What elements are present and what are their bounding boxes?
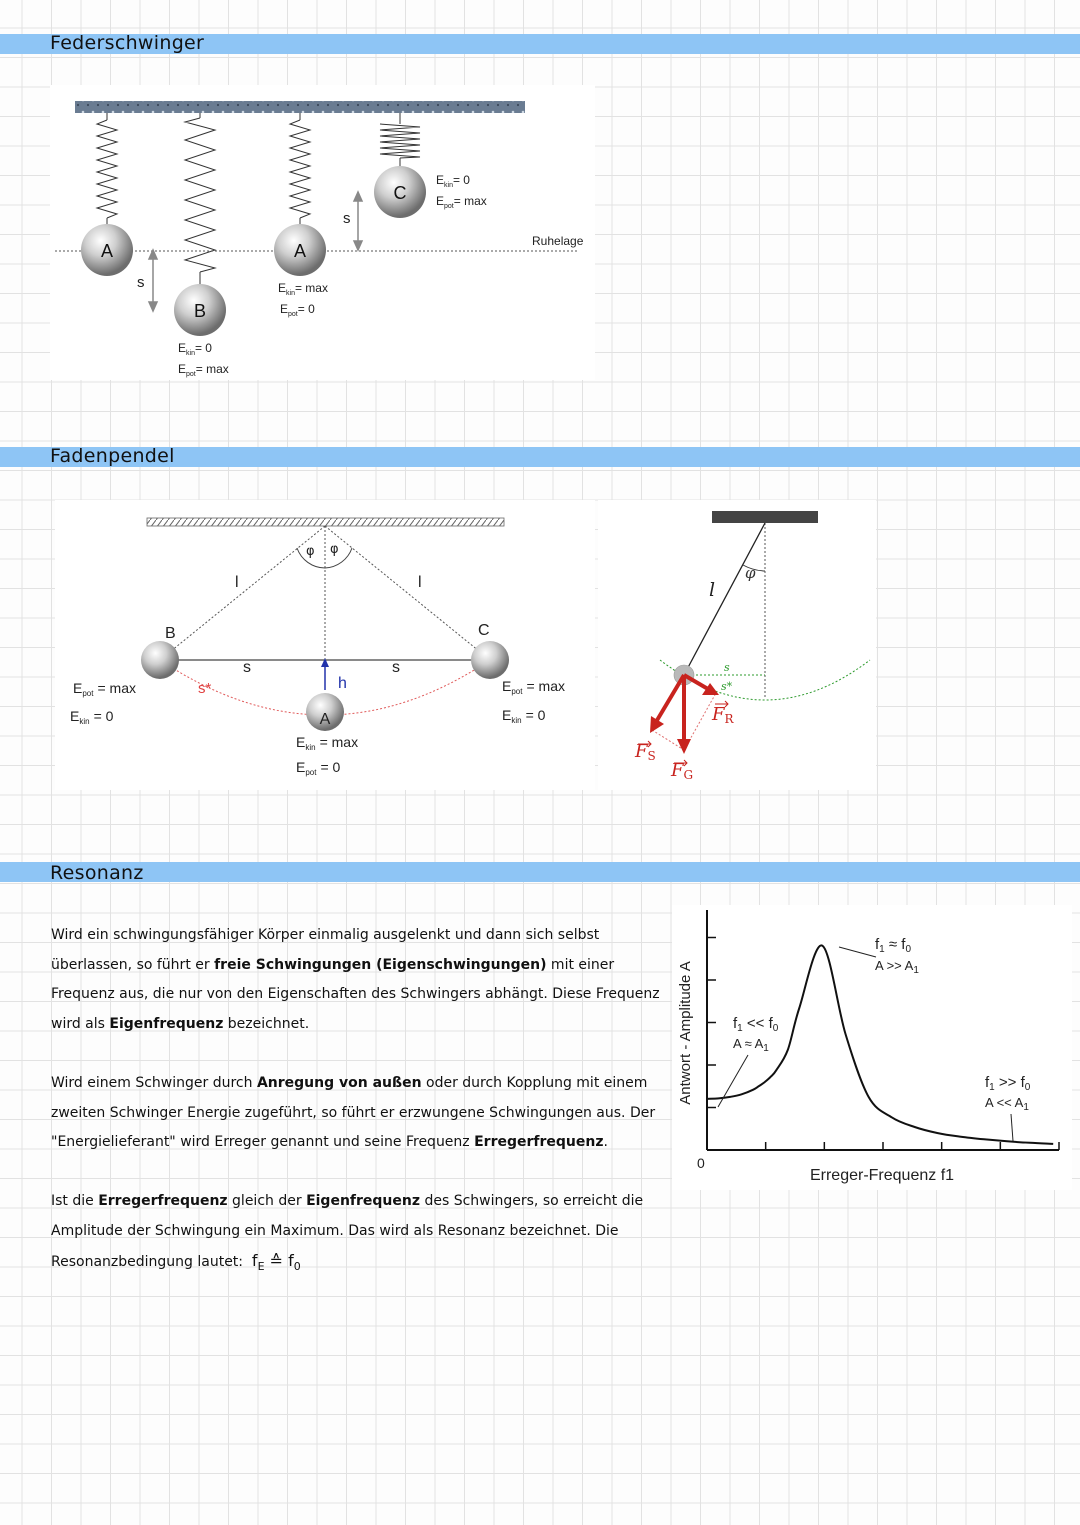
svg-text:Epot= max: $E_{pot} = \max$ bbox=[73, 680, 136, 698]
section-title-resonanz: Resonanz bbox=[50, 862, 144, 884]
svg-text:Epot= 0: $E_{pot} = 0$ bbox=[296, 759, 341, 777]
annotation-peak bbox=[839, 936, 919, 976]
section-title-fadenpendel: Fadenpendel bbox=[50, 445, 175, 467]
ruhelage-label: Ruhelage bbox=[532, 234, 584, 248]
svg-text:f1 >> f0: $f_1 >> f_0$ bbox=[985, 1074, 1031, 1093]
s-label-right: s bbox=[392, 659, 400, 676]
resonance-condition: $f_E$ ≙ $f_0$ bbox=[251, 1251, 301, 1274]
chart-xlabel: Erreger-Frequenz f1 bbox=[809, 1167, 955, 1184]
annotation-high bbox=[985, 1074, 1031, 1141]
phi-left: φ bbox=[306, 544, 315, 559]
svg-text:A << A1: $A << A_1$ bbox=[985, 1095, 1029, 1113]
force-fs-label: FS bbox=[635, 741, 656, 763]
annotation-low bbox=[718, 1015, 779, 1107]
ball-label-a: A bbox=[100, 241, 114, 261]
resonance-paragraph-3: Ist die Erregerfrequenz gleich der Eigenfrequenz des Schwingers, so erreicht die Amplitude der Schwingung ein Maximum. Das wird als Resonanz bezeichnet. Die Resonanzbedingung lautet: $f_E$ ≙ $f_0$ bbox=[51, 1193, 644, 1274]
ball-label-b: B bbox=[193, 301, 207, 321]
force-phi: φ bbox=[745, 564, 756, 582]
s-label-left: s bbox=[137, 274, 145, 291]
ball-label-a: A bbox=[319, 711, 331, 728]
s-label-left: s bbox=[243, 659, 251, 676]
svg-text:A >> A1: $A >> A_1$ bbox=[875, 958, 919, 976]
resonance-paragraph-2: Wird einem Schwinger durch Anregung von außen oder durch Kopplung mit einem zweiten Schwinger Energie zugeführt, so führt er erzwungene Schwingungen aus. Der "Energielieferant" wird Erreger genannt und seine Frequenz Erregerfrequenz. bbox=[51, 1075, 656, 1151]
svg-text:Epot= max: $E_{pot} = \max$ bbox=[502, 678, 565, 696]
svg-text:f1 ≈ f0: $f_1 \approx f_0$ bbox=[875, 936, 912, 955]
length-left: l bbox=[235, 574, 239, 591]
svg-text:A ≈ A1: $A \approx A_1$ bbox=[733, 1036, 769, 1054]
length-right: l bbox=[418, 574, 422, 591]
section-title-federschwinger: Federschwinger bbox=[50, 32, 205, 54]
force-fg-label: FG bbox=[671, 760, 694, 782]
svg-text:f1 << f0: $f_1 << f_0$ bbox=[733, 1015, 779, 1034]
chart-ylabel: Antwort - Amplitude A bbox=[677, 961, 694, 1105]
phi-right: φ bbox=[330, 542, 339, 557]
svg-text:Ekin= max: $E_{kin}= \max$ bbox=[278, 281, 328, 297]
ball-label-c: C bbox=[478, 622, 490, 639]
s-label-right: s bbox=[343, 210, 351, 227]
svg-text:Ekin= 0: $E_{kin}= 0$ bbox=[178, 341, 212, 357]
resonance-paragraph-1: Wird ein schwingungsfähiger Körper einmalig ausgelenkt und dann sich selbst überlassen, so führt er freie Schwingungen (Eigenschwingungen) mit einer Frequenz aus, die nur von den Eigenschaften des Schwingers abhängt. Diese Frequenz wird als Eigenfrequenz bezeichnet. bbox=[51, 927, 660, 1032]
ball-label-b: B bbox=[165, 625, 176, 642]
svg-text:Epot= max: $E_{pot}= \max$ bbox=[436, 194, 487, 210]
svg-text:Ekin= 0: $E_{kin} = 0$ bbox=[502, 707, 546, 725]
svg-text:Ekin= 0: $E_{kin} = 0$ bbox=[70, 708, 114, 726]
svg-text:Epot= max: $E_{pot}= \max$ bbox=[178, 362, 229, 378]
s-star-label: s* bbox=[198, 680, 212, 697]
h-label: h bbox=[338, 675, 347, 692]
force-fr-label: FR bbox=[712, 704, 734, 726]
svg-text:Ekin= max: $E_{kin} = \max$ bbox=[296, 734, 359, 752]
force-length: l bbox=[709, 579, 716, 601]
chart-origin-label: 0 bbox=[697, 1155, 705, 1171]
force-s-label: s bbox=[724, 661, 730, 674]
ball-label-c: C bbox=[393, 183, 407, 203]
ball-label-a2: A bbox=[293, 241, 307, 261]
svg-text:Ekin= 0: $E_{kin}= 0$ bbox=[436, 173, 470, 189]
force-s-star-label: s* bbox=[721, 680, 733, 693]
svg-text:Epot= 0: $E_{pot}= 0$ bbox=[280, 302, 315, 318]
